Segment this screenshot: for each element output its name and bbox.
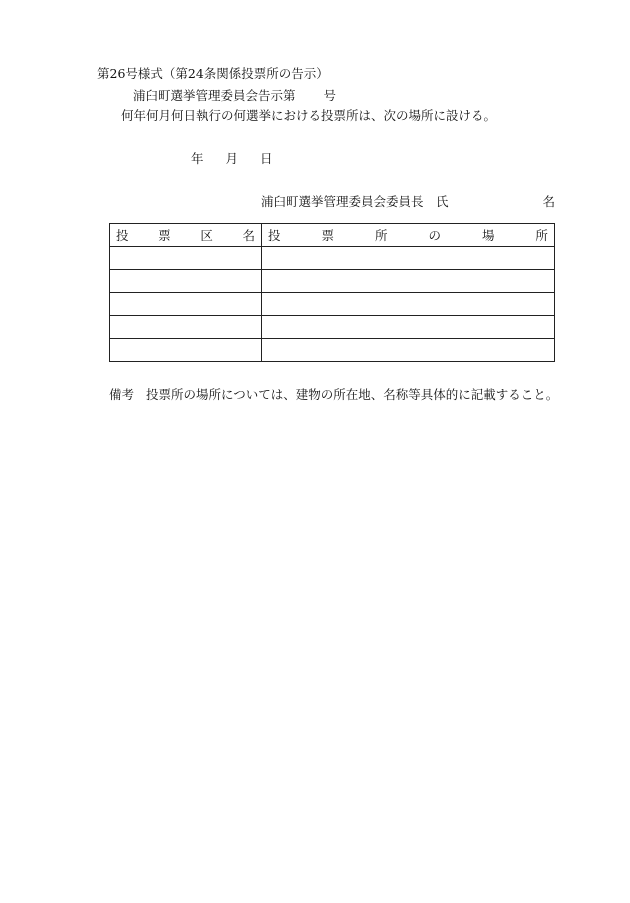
notice-number-prefix: 浦臼町選挙管理委員会告示第 <box>133 88 296 103</box>
header-char: 所 <box>535 228 548 243</box>
table-row <box>110 293 555 316</box>
date-month: 月 <box>225 151 239 166</box>
district-cell <box>110 270 262 293</box>
header-char: 区 <box>200 228 213 243</box>
district-cell <box>110 339 262 362</box>
location-cell <box>262 293 555 316</box>
remarks-label: 備考 <box>109 387 135 402</box>
table-row <box>110 270 555 293</box>
header-char: 投 <box>116 228 129 243</box>
district-cell <box>110 293 262 316</box>
date-line <box>191 151 273 167</box>
notice-number <box>133 88 336 104</box>
header-char: 場 <box>481 228 495 243</box>
header-char: 投 <box>268 228 281 243</box>
table-row <box>110 316 555 339</box>
remarks-text: 投票所の場所については、建物の所在地、名称等具体的に記載すること。 <box>146 387 559 402</box>
location-cell <box>262 339 555 362</box>
header-polling-location <box>262 224 555 247</box>
notice-body: 何年何月何日執行の何選挙における投票所は、次の場所に設ける。 <box>121 108 497 123</box>
polling-place-table <box>109 223 555 362</box>
header-char: 票 <box>158 228 171 243</box>
date-year: 年 <box>191 151 204 166</box>
table-header-row <box>110 224 555 247</box>
header-char: の <box>428 228 441 243</box>
table-row <box>110 247 555 270</box>
date-day: 日 <box>260 151 273 166</box>
header-char: 所 <box>374 228 388 243</box>
district-cell <box>110 247 262 270</box>
district-cell <box>110 316 262 339</box>
header-char: 名 <box>242 228 255 243</box>
form-title: 第26号様式（第24条関係投票所の告示） <box>97 66 329 81</box>
chairman-signature-line <box>261 194 555 210</box>
header-char: 票 <box>321 228 334 243</box>
chairman-name-suffix: 名 <box>542 194 556 209</box>
location-cell <box>262 270 555 293</box>
location-cell <box>262 247 555 270</box>
header-polling-district <box>110 224 262 247</box>
location-cell <box>262 316 555 339</box>
table-row <box>110 339 555 362</box>
chairman-title: 浦臼町選挙管理委員会委員長 氏 <box>261 194 449 209</box>
notice-number-suffix: 号 <box>323 88 337 103</box>
remarks <box>109 387 558 403</box>
